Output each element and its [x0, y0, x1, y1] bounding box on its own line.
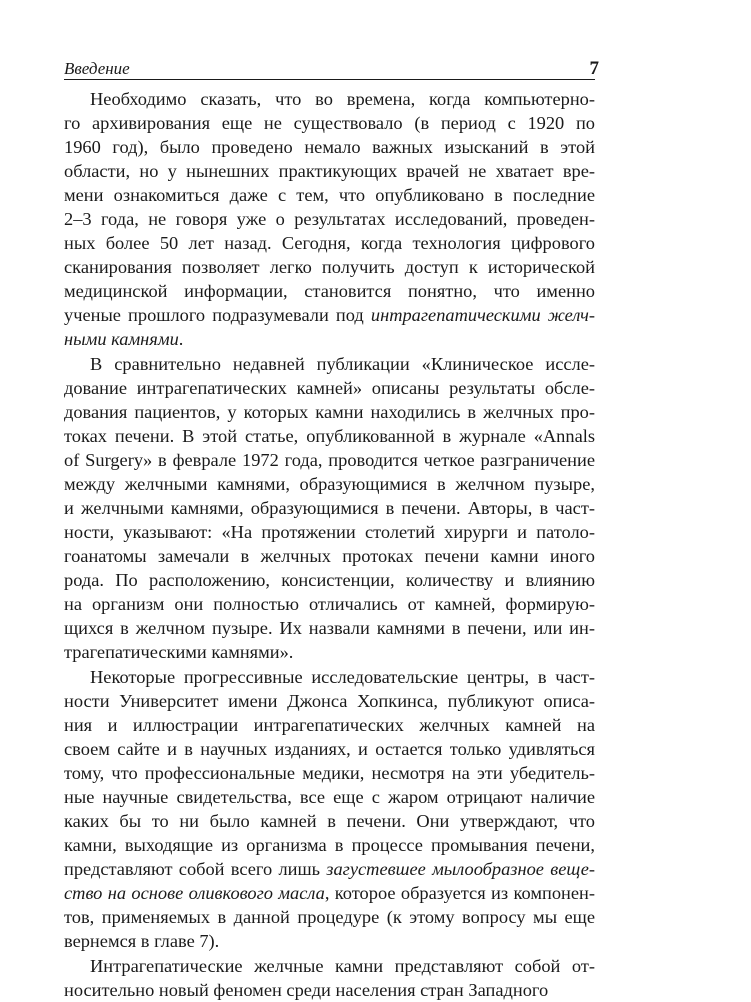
text-run: ности, указывают: «На протяжении столетий хирурги и патоло-	[64, 522, 595, 542]
text-line	[64, 327, 595, 351]
text-line	[64, 279, 595, 303]
text-line	[64, 496, 595, 520]
italic-text: интрагепатическими желч-	[370, 305, 595, 325]
text-line	[64, 159, 595, 183]
text-run: сканирования позволяет легко получить доступ к исторической	[64, 257, 595, 277]
text-line	[64, 520, 595, 544]
text-run: гоанатомы замечали в желчных протоках печени камни иного	[64, 546, 595, 566]
text-line	[64, 231, 595, 255]
text-line	[64, 761, 595, 785]
text-line	[64, 689, 595, 713]
text-run: трагепатическими камнями».	[64, 642, 294, 662]
text-run: ных более 50 лет назад. Сегодня, когда технология цифрового	[64, 233, 595, 253]
text-line	[64, 954, 595, 978]
text-line	[64, 255, 595, 279]
text-run: области, но у нынешних практикующих врачей не хватает вре-	[64, 161, 595, 181]
text-run: мени ознакомиться даже с тем, что опубликовано в последние	[64, 185, 595, 205]
text-run: щихся в желчном пузыре. Их назвали камнями в печени, или ин-	[64, 618, 595, 638]
text-line	[64, 713, 595, 737]
text-run: 2–3 года, не говоря уже о результатах исследований, проведен-	[64, 209, 595, 229]
text-run: вернемся в главе 7).	[64, 931, 220, 951]
text-run: .	[178, 329, 184, 349]
text-run: ные научные свидетельства, все еще с жаром отрицают наличие	[64, 787, 595, 807]
paragraph	[64, 87, 595, 351]
text-run: медицинской информации, становится понятно, что именно	[64, 281, 595, 301]
text-line	[64, 376, 595, 400]
text-run: ученые прошлого подразумевали под	[64, 305, 371, 325]
text-line	[64, 448, 595, 472]
text-line	[64, 87, 595, 111]
text-run: of Surgery» в феврале 1972 года, проводится четкое разграничение	[64, 450, 595, 470]
text-run: своем сайте и в научных изданиях, и остается только удивляться	[64, 739, 595, 759]
text-run: тов, применяемых в данной процедуре (к этому вопросу мы еще	[64, 907, 595, 927]
text-run: 1960 год), было проведено немало важных изысканий в этой	[64, 137, 595, 157]
text-run: тому, что профессиональные медики, несмотря на эти убедитель-	[64, 763, 595, 783]
text-run: дования пациентов, у которых камни находились в желчных про-	[64, 402, 595, 422]
text-line	[64, 929, 595, 953]
text-run: дование интрагепатических камней» описаны результаты обсле-	[64, 378, 595, 398]
text-line	[64, 111, 595, 135]
text-line	[64, 616, 595, 640]
text-line	[64, 809, 595, 833]
italic-text: ными камнями	[64, 329, 179, 349]
text-line	[64, 135, 595, 159]
text-line	[64, 544, 595, 568]
text-line	[64, 303, 595, 327]
text-run: го архивирования еще не существовало (в период с 1920 по	[64, 113, 595, 133]
text-run: и желчными камнями, образующимися в печени. Авторы, в част-	[64, 498, 595, 518]
text-line	[64, 833, 595, 857]
text-line	[64, 472, 595, 496]
running-head	[64, 57, 599, 80]
text-line	[64, 665, 595, 689]
text-run: представляют собой всего лишь	[64, 859, 327, 879]
text-run: рода. По расположению, консистенции, количеству и влиянию	[64, 570, 595, 590]
text-line	[64, 785, 595, 809]
paragraph	[64, 954, 595, 1002]
text-line	[64, 978, 595, 1002]
text-run: Необходимо сказать, что во времена, когда компьютерно-	[90, 89, 595, 109]
paragraph	[64, 352, 595, 664]
text-line	[64, 905, 595, 929]
text-run: токах печени. В этой статье, опубликованной в журнале «Annals	[64, 426, 595, 446]
text-run: между желчными камнями, образующимися в желчном пузыре,	[64, 474, 595, 494]
text-run: , которое образуется из компонен-	[324, 883, 595, 903]
text-line	[64, 352, 595, 376]
text-run: носительно новый феномен среди населения стран Западного	[64, 980, 549, 1000]
text-line	[64, 592, 595, 616]
text-run: Некоторые прогрессивные исследовательские центры, в част-	[90, 667, 595, 687]
text-run: ния и иллюстрации интрагепатических желчных камней на	[64, 715, 595, 735]
italic-text: ство на основе оливкового масла	[64, 883, 325, 903]
text-run: камни, выходящие из организма в процессе промывания печени,	[64, 835, 595, 855]
text-run: каких бы то ни было камней в печени. Они утверждают, что	[64, 811, 595, 831]
section-title: Введение	[64, 59, 130, 78]
italic-text: загустевшее мылообразное веще-	[326, 859, 595, 879]
text-line	[64, 424, 595, 448]
paragraph	[64, 665, 595, 953]
text-run: В сравнительно недавней публикации «Клиническое иссле-	[90, 354, 595, 374]
page-number: 7	[587, 59, 600, 79]
text-line	[64, 881, 595, 905]
text-line	[64, 568, 595, 592]
body-text	[64, 87, 595, 1002]
text-line	[64, 640, 595, 664]
text-line	[64, 400, 595, 424]
text-line	[64, 737, 595, 761]
text-line	[64, 857, 595, 881]
text-run: ности Университет имени Джонса Хопкинса, публикуют описа-	[64, 691, 595, 711]
text-line	[64, 183, 595, 207]
text-run: Интрагепатические желчные камни представляют собой от-	[90, 956, 595, 976]
text-run: на организм они полностью отличались от камней, формирую-	[64, 594, 595, 614]
text-line	[64, 207, 595, 231]
